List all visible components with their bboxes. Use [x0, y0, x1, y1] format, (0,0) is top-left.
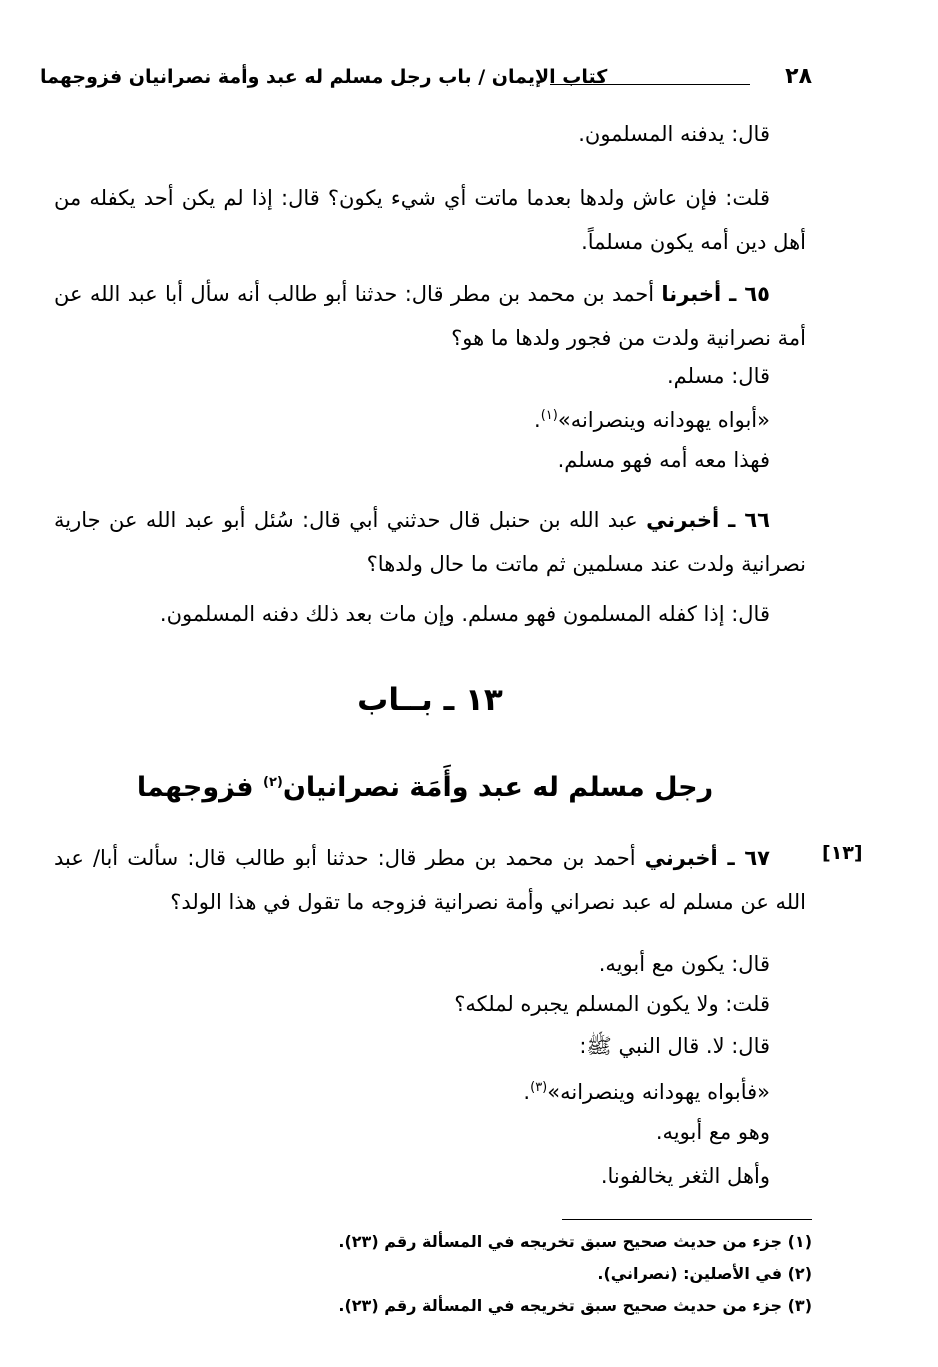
manuscript-folio-ref: [١٣] [822, 842, 863, 864]
paragraph-2: قلت: فإن عاش ولدها بعدما ماتت أي شيء يكون؟ قال: إذا لم يكن أحد يكفله من أهل دين أمه يكون مسلماً. [54, 186, 806, 254]
paragraph-5: قال: إذا كفله المسلمون فهو مسلم. وإن مات بعد ذلك دفنه المسلمون. [159, 602, 770, 626]
conclusion-line-65: فهذا معه أمه فهو مسلم. [557, 448, 770, 472]
dialogue-line-2: قلت: ولا يكون المسلم يجبره لملكه؟ [454, 992, 770, 1016]
narration-lead-65: ٦٥ ـ أخبرنا [661, 282, 770, 306]
paragraph-65 [54, 272, 806, 360]
footnote-rule [562, 1219, 812, 1220]
answer-line-65: قال: مسلم. [666, 364, 770, 388]
hadith-quote-65 [534, 396, 770, 440]
paragraph-1: قال: يدفنه المسلمون. [578, 122, 770, 146]
narration-text-66: عبد الله بن حنبل قال حدثني أبي قال: سُئل أبو عبد الله عن جارية نصرانية ولدت عند مسلمين ثم ماتت ما حال ولدها؟ [54, 508, 806, 576]
narration-lead-66: ٦٦ ـ أخبرني [646, 508, 770, 532]
hadith-end: . [534, 408, 541, 432]
hadith-text-2: «فأبواه يهودانه وينصرانه» [547, 1080, 770, 1104]
header-title: كتاب الإيمان / باب رجل مسلم له عبد وأمة نصرانيان فزوجهما [40, 66, 608, 88]
footnote-1: (١) جزء من حديث صحيح سبق تخريجه في المسألة رقم (٢٣). [338, 1232, 812, 1251]
section-title [0, 772, 850, 803]
running-header [40, 64, 812, 100]
hadith-text: «أبواه يهودانه وينصرانه» [557, 408, 770, 432]
section-number: ١٣ ـ بــاب [357, 682, 503, 718]
dialogue-line-4 [523, 1068, 770, 1112]
section-title-main: رجل مسلم له عبد وأَمَة نصرانيان [282, 772, 714, 803]
footnote-2: (٢) في الأصلين: (نصراني). [597, 1264, 812, 1283]
footnote-3: (٣) جزء من حديث صحيح سبق تخريجه في المسألة رقم (٢٣). [338, 1296, 812, 1315]
narration-text-65: أحمد بن محمد بن مطر قال: حدثنا أبو طالب أنه سأل أبا عبد الله عن أمة نصرانية ولدت من فجور ولدها ما هو؟ [54, 282, 806, 350]
paragraph-66 [54, 498, 806, 586]
page-number: ٢٨ [785, 64, 812, 89]
footnote-ref-2: (٢) [263, 775, 283, 790]
dialogue-line-1: قال: يكون مع أبويه. [598, 952, 770, 976]
narration-lead-67: ٦٧ ـ أخبرني [644, 846, 770, 870]
footnote-ref-3: (٣) [530, 1080, 548, 1095]
footnote-ref-1: (١) [540, 408, 558, 423]
hadith-end-2: . [523, 1080, 531, 1104]
narration-text-67: أحمد بن محمد بن مطر قال: حدثنا أبو طالب قال: سألت أبا/ عبد الله عن مسلم له عبد نصراني وأمة نصرانية فزوجه ما تقول في هذا الولد؟ [54, 846, 806, 914]
dialogue-line-5: وهو مع أبويه. [655, 1120, 770, 1144]
dialogue-line-6: وأهل الثغر يخالفونا. [600, 1164, 770, 1188]
section-title-end: فزوجهما [136, 772, 263, 803]
dialogue-line-3: قال: لا. قال النبي ﷺ: [579, 1034, 770, 1058]
paragraph-67 [54, 836, 806, 924]
